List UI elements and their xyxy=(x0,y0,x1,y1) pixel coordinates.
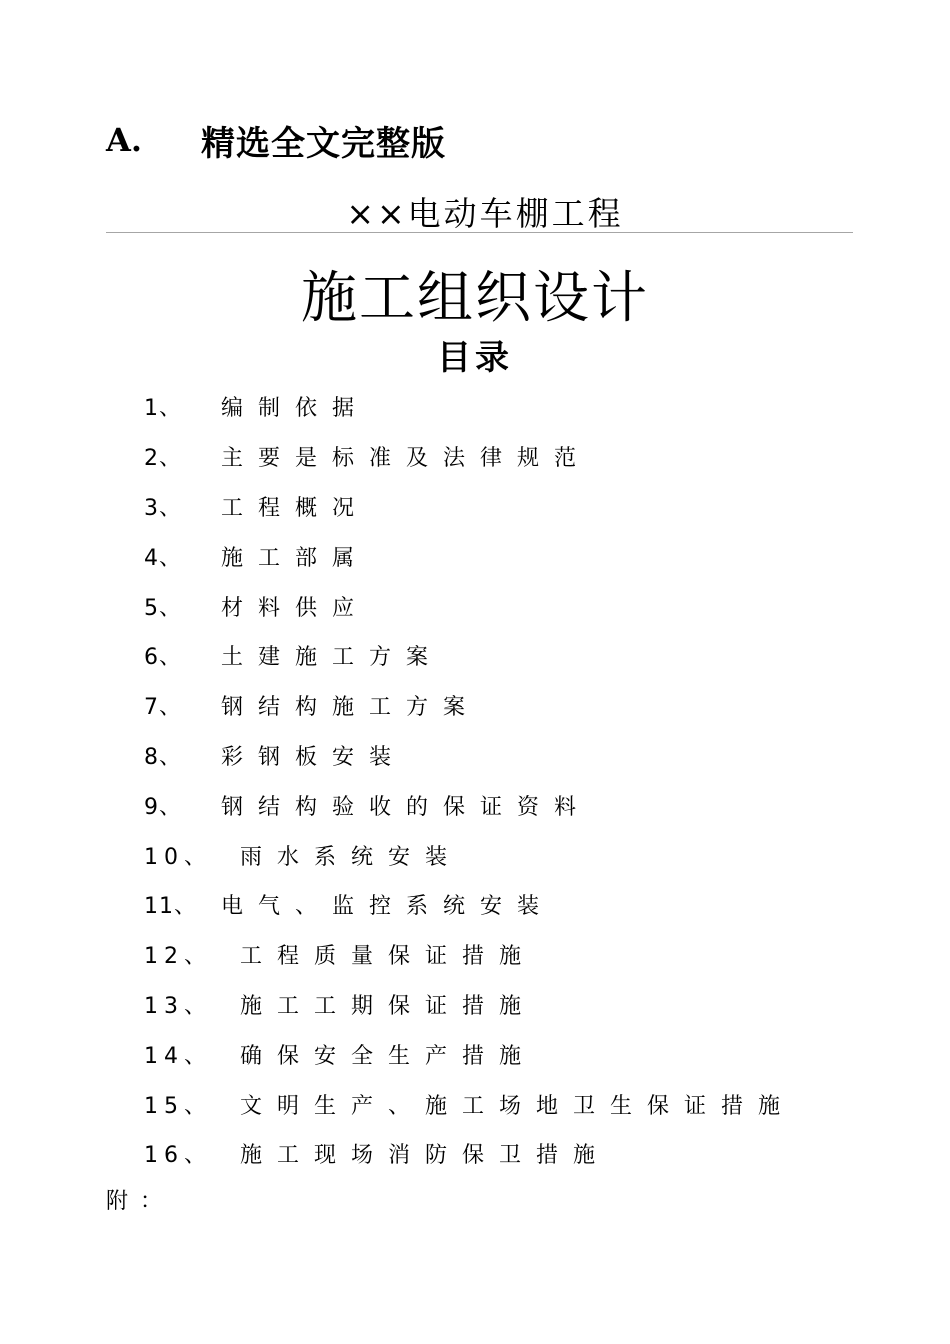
toc-item-number: 7、 xyxy=(144,695,182,721)
toc-item-label: 施工部属 xyxy=(221,545,370,571)
toc-item-label: 材料供应 xyxy=(221,595,370,621)
toc-item xyxy=(144,780,864,830)
toc-item xyxy=(144,1029,864,1079)
toc-item-number: 11、 xyxy=(144,894,197,920)
toc-item-number: 3、 xyxy=(144,495,182,521)
toc-item xyxy=(144,830,864,880)
toc-item xyxy=(144,531,864,581)
toc-item-label: 雨水系统安装 xyxy=(240,844,463,870)
toc-item xyxy=(144,382,864,432)
toc-item-number: 12、 xyxy=(144,944,212,970)
toc-item-number: 9、 xyxy=(144,794,182,820)
toc-item-number: 4、 xyxy=(144,545,182,571)
toc-item xyxy=(144,731,864,781)
toc-item-label: 土建施工方案 xyxy=(221,645,444,671)
toc-item xyxy=(144,880,864,930)
table-of-contents xyxy=(144,382,864,1179)
toc-item-number: 5、 xyxy=(144,595,182,621)
header-line xyxy=(106,118,866,162)
toc-item-number: 10、 xyxy=(144,844,212,870)
toc-item xyxy=(144,482,864,532)
toc-item-number: 8、 xyxy=(144,744,182,770)
toc-item-label: 钢结构验收的保证资料 xyxy=(221,794,592,820)
toc-item-label: 施工工期保证措施 xyxy=(240,993,537,1019)
toc-item xyxy=(144,930,864,980)
toc-item-label: 施工现场消防保卫措施 xyxy=(240,1143,611,1169)
toc-item-label: 主要是标准及法律规范 xyxy=(221,446,592,472)
toc-item-number: 14、 xyxy=(144,1043,212,1069)
toc-item-number: 16、 xyxy=(144,1143,212,1169)
toc-item-label: 工程质量保证措施 xyxy=(240,944,537,970)
header-letter: A. xyxy=(106,121,142,159)
appendix-label: 附： xyxy=(106,1189,175,1214)
toc-item xyxy=(144,631,864,681)
toc-item-label: 电气、监控系统安装 xyxy=(221,894,555,920)
toc-item-number: 2、 xyxy=(144,446,182,472)
toc-item-label: 确保安全生产措施 xyxy=(240,1043,537,1069)
toc-item-label: 文明生产、施工场地卫生保证措施 xyxy=(240,1093,796,1119)
toc-item-label: 彩钢板安装 xyxy=(221,744,407,770)
toc-item-number: 6、 xyxy=(144,645,182,671)
main-title: 施工组织设计 xyxy=(301,266,649,331)
toc-item-number: 13、 xyxy=(144,993,212,1019)
toc-item xyxy=(144,1129,864,1179)
header-rule xyxy=(106,232,853,233)
toc-item-number: 1、 xyxy=(144,396,182,422)
toc-item xyxy=(144,432,864,482)
header-text: 精选全文完整版 xyxy=(201,123,446,164)
toc-item xyxy=(144,1079,864,1129)
project-title: ××电动车棚工程 xyxy=(346,194,624,233)
toc-item xyxy=(144,980,864,1030)
toc-item xyxy=(144,581,864,631)
toc-item-label: 编制依据 xyxy=(221,396,370,422)
toc-item xyxy=(144,681,864,731)
toc-title: 目录 xyxy=(437,338,513,378)
toc-item-number: 15、 xyxy=(144,1093,212,1119)
toc-item-label: 工程概况 xyxy=(221,495,370,521)
toc-item-label: 钢结构施工方案 xyxy=(221,695,481,721)
